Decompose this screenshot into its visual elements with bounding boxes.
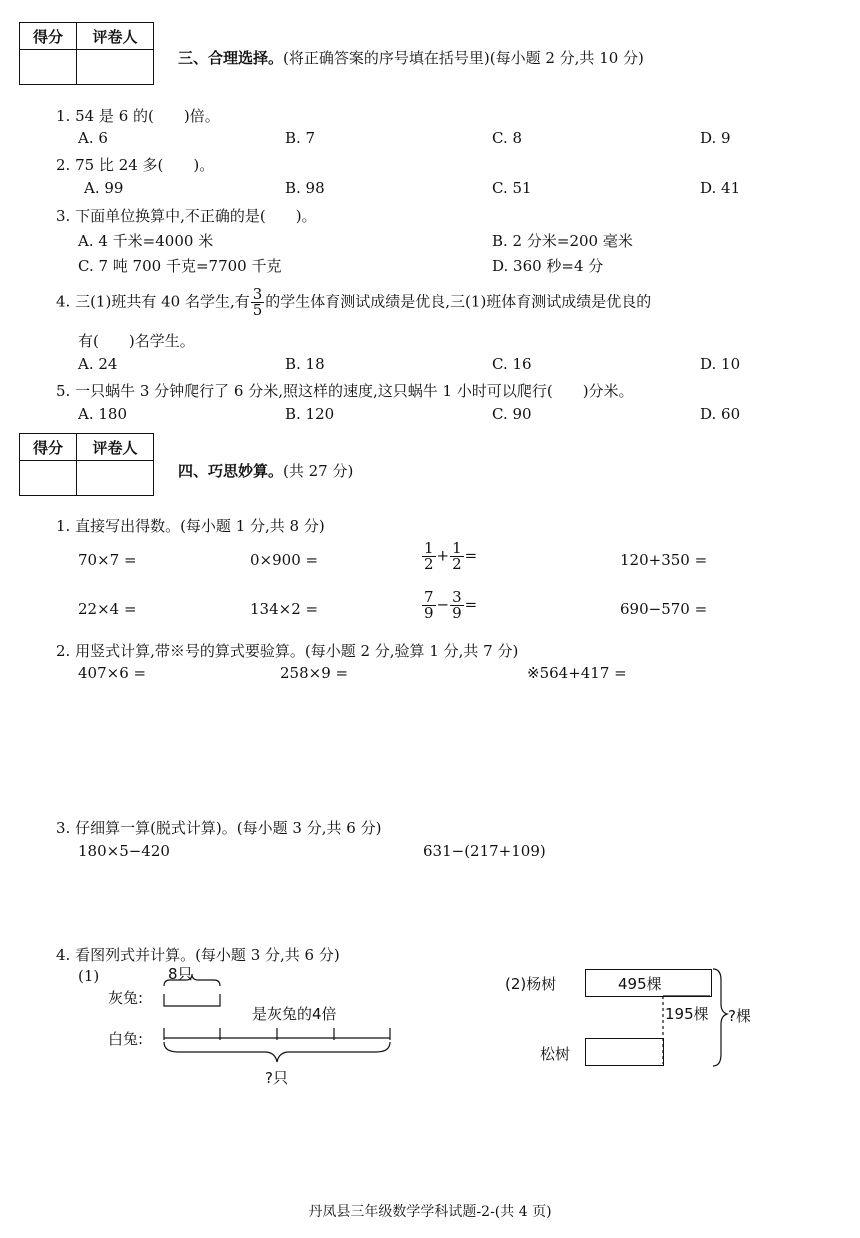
score-box-sec4 [19,433,154,496]
q3-option-c: C. 7 吨 700 千克=7700 千克 [78,257,282,275]
score-label: 得分 [20,23,77,50]
d2-label: (2)杨树 [505,975,557,993]
frac-den: 2 [452,555,462,573]
q4-option-a: A. 24 [78,355,118,373]
grader-cell[interactable] [77,461,154,496]
q4-stem [56,287,651,318]
d2-diff-amount: 195棵 [665,1005,709,1023]
p2-item-2: 258×9 = [280,664,349,682]
sec3-title: 三、合理选择。 [178,49,284,67]
p1-item-2: 0×900 = [250,551,319,569]
d1-gray-amount: 8只 [168,965,193,983]
p4-stem: 4. 看图列式并计算。(每小题 3 分,共 6 分) [56,946,340,964]
equals: = [464,546,478,565]
q2-option-a: A. 99 [84,179,124,197]
frac-num: 1 [452,539,462,557]
q5-option-c: C. 90 [492,405,532,423]
d2-song-label: 松树 [540,1045,571,1063]
operator: − [436,595,450,614]
p1-item-5: 22×4 = [78,600,137,618]
q2-stem: 2. 75 比 24 多( )。 [56,156,215,174]
d1-gray-bar [164,994,220,1006]
q1-option-c: C. 8 [492,129,523,147]
grader-label: 评卷人 [77,23,154,50]
q3-option-b: B. 2 分米=200 毫米 [492,232,633,250]
q1-stem: 1. 54 是 6 的( )倍。 [56,107,220,125]
grader-cell[interactable] [77,50,154,85]
d1-label: (1) [78,967,100,985]
q5-option-a: A. 180 [78,405,127,423]
q3-option-a: A. 4 千米=4000 米 [78,232,214,250]
fraction [422,590,436,621]
d1-white-label: 白兔: [108,1030,144,1048]
q5-option-d: D. 60 [700,405,741,423]
d2-total-label: ?棵 [728,1007,751,1025]
q5-stem: 5. 一只蜗牛 3 分钟爬行了 6 分米,照这样的速度,这只蜗牛 1 小时可以爬行( )分米。 [56,382,634,400]
page-footer: 丹凤县三年级数学学科试题-2-(共 4 页) [308,1204,552,1220]
sec4-title: 四、巧思妙算。 [178,462,284,480]
d1-total-label: ?只 [265,1069,288,1087]
frac-den: 9 [452,604,462,622]
score-label: 得分 [20,434,77,461]
p1-item-8: 690−570 = [620,600,708,618]
q4-option-c: C. 16 [492,355,532,373]
d1-bottom-brace [164,1042,390,1062]
q5-option-b: B. 120 [285,405,335,423]
p2-item-3: ※564+417 = [527,664,627,682]
p1-item-4: 120+350 = [620,551,708,569]
p1-item-6: 134×2 = [250,600,319,618]
q4-stem-cont: 有( )名学生。 [78,332,195,350]
p3-item-1: 180×5−420 [78,842,170,860]
q3-option-d: D. 360 秒=4 分 [492,257,604,275]
q1-option-d: D. 9 [700,129,731,147]
q2-option-d: D. 41 [700,179,741,197]
p1-item-3 [421,541,477,572]
frac-num: 3 [452,588,462,606]
q4-fraction [251,287,265,318]
p3-item-2: 631−(217+109) [423,842,546,860]
q4-option-d: D. 10 [700,355,741,373]
d2-yang-amount: 495棵 [618,975,662,993]
frac-den: 9 [424,604,434,622]
score-box-sec3 [19,22,154,85]
q4-frac-den: 5 [252,301,263,319]
q1-option-b: B. 7 [285,129,316,147]
sec3-note: (将正确答案的序号填在括号里)(每小题 2 分,共 10 分) [283,49,644,67]
fraction [422,541,436,572]
fraction [450,590,464,621]
score-cell[interactable] [20,461,77,496]
sec4-heading [178,460,353,481]
p1-item-7 [421,590,477,621]
p2-stem: 2. 用竖式计算,带※号的算式要验算。(每小题 2 分,验算 1 分,共 7 分) [56,642,519,660]
d1-top-brace [164,974,220,986]
frac-num: 1 [424,539,434,557]
d1-segment-diagram [150,970,400,1070]
q3-stem: 3. 下面单位换算中,不正确的是( )。 [56,207,317,225]
frac-num: 7 [424,588,434,606]
q1-option-a: A. 6 [78,129,108,147]
d1-gray-label: 灰兔: [108,989,144,1007]
d2-song-bar [585,1038,664,1066]
score-cell[interactable] [20,50,77,85]
p3-stem: 3. 仔细算一算(脱式计算)。(每小题 3 分,共 6 分) [56,819,382,837]
sec4-note: (共 27 分) [283,462,354,480]
q2-option-b: B. 98 [285,179,325,197]
operator: + [436,546,450,565]
q2-option-c: C. 51 [492,179,532,197]
grader-label: 评卷人 [77,434,154,461]
equals: = [464,595,478,614]
p2-item-1: 407×6 = [78,664,147,682]
sec3-heading [178,47,644,68]
d2-right-brace [713,969,727,1066]
q4-option-b: B. 18 [285,355,325,373]
q4-stem-part-b: 的学生体育测试成绩是优良,三(1)班体育测试成绩是优良的 [265,292,652,311]
d2-connectors [655,966,735,1070]
p1-item-1: 70×7 = [78,551,137,569]
frac-den: 2 [424,555,434,573]
p1-stem: 1. 直接写出得数。(每小题 1 分,共 8 分) [56,517,325,535]
q4-stem-part-a: 4. 三(1)班共有 40 名学生,有 [56,292,250,311]
fraction [450,541,464,572]
q4-frac-num: 3 [252,285,263,303]
d1-times-label: 是灰兔的4倍 [252,1005,337,1023]
